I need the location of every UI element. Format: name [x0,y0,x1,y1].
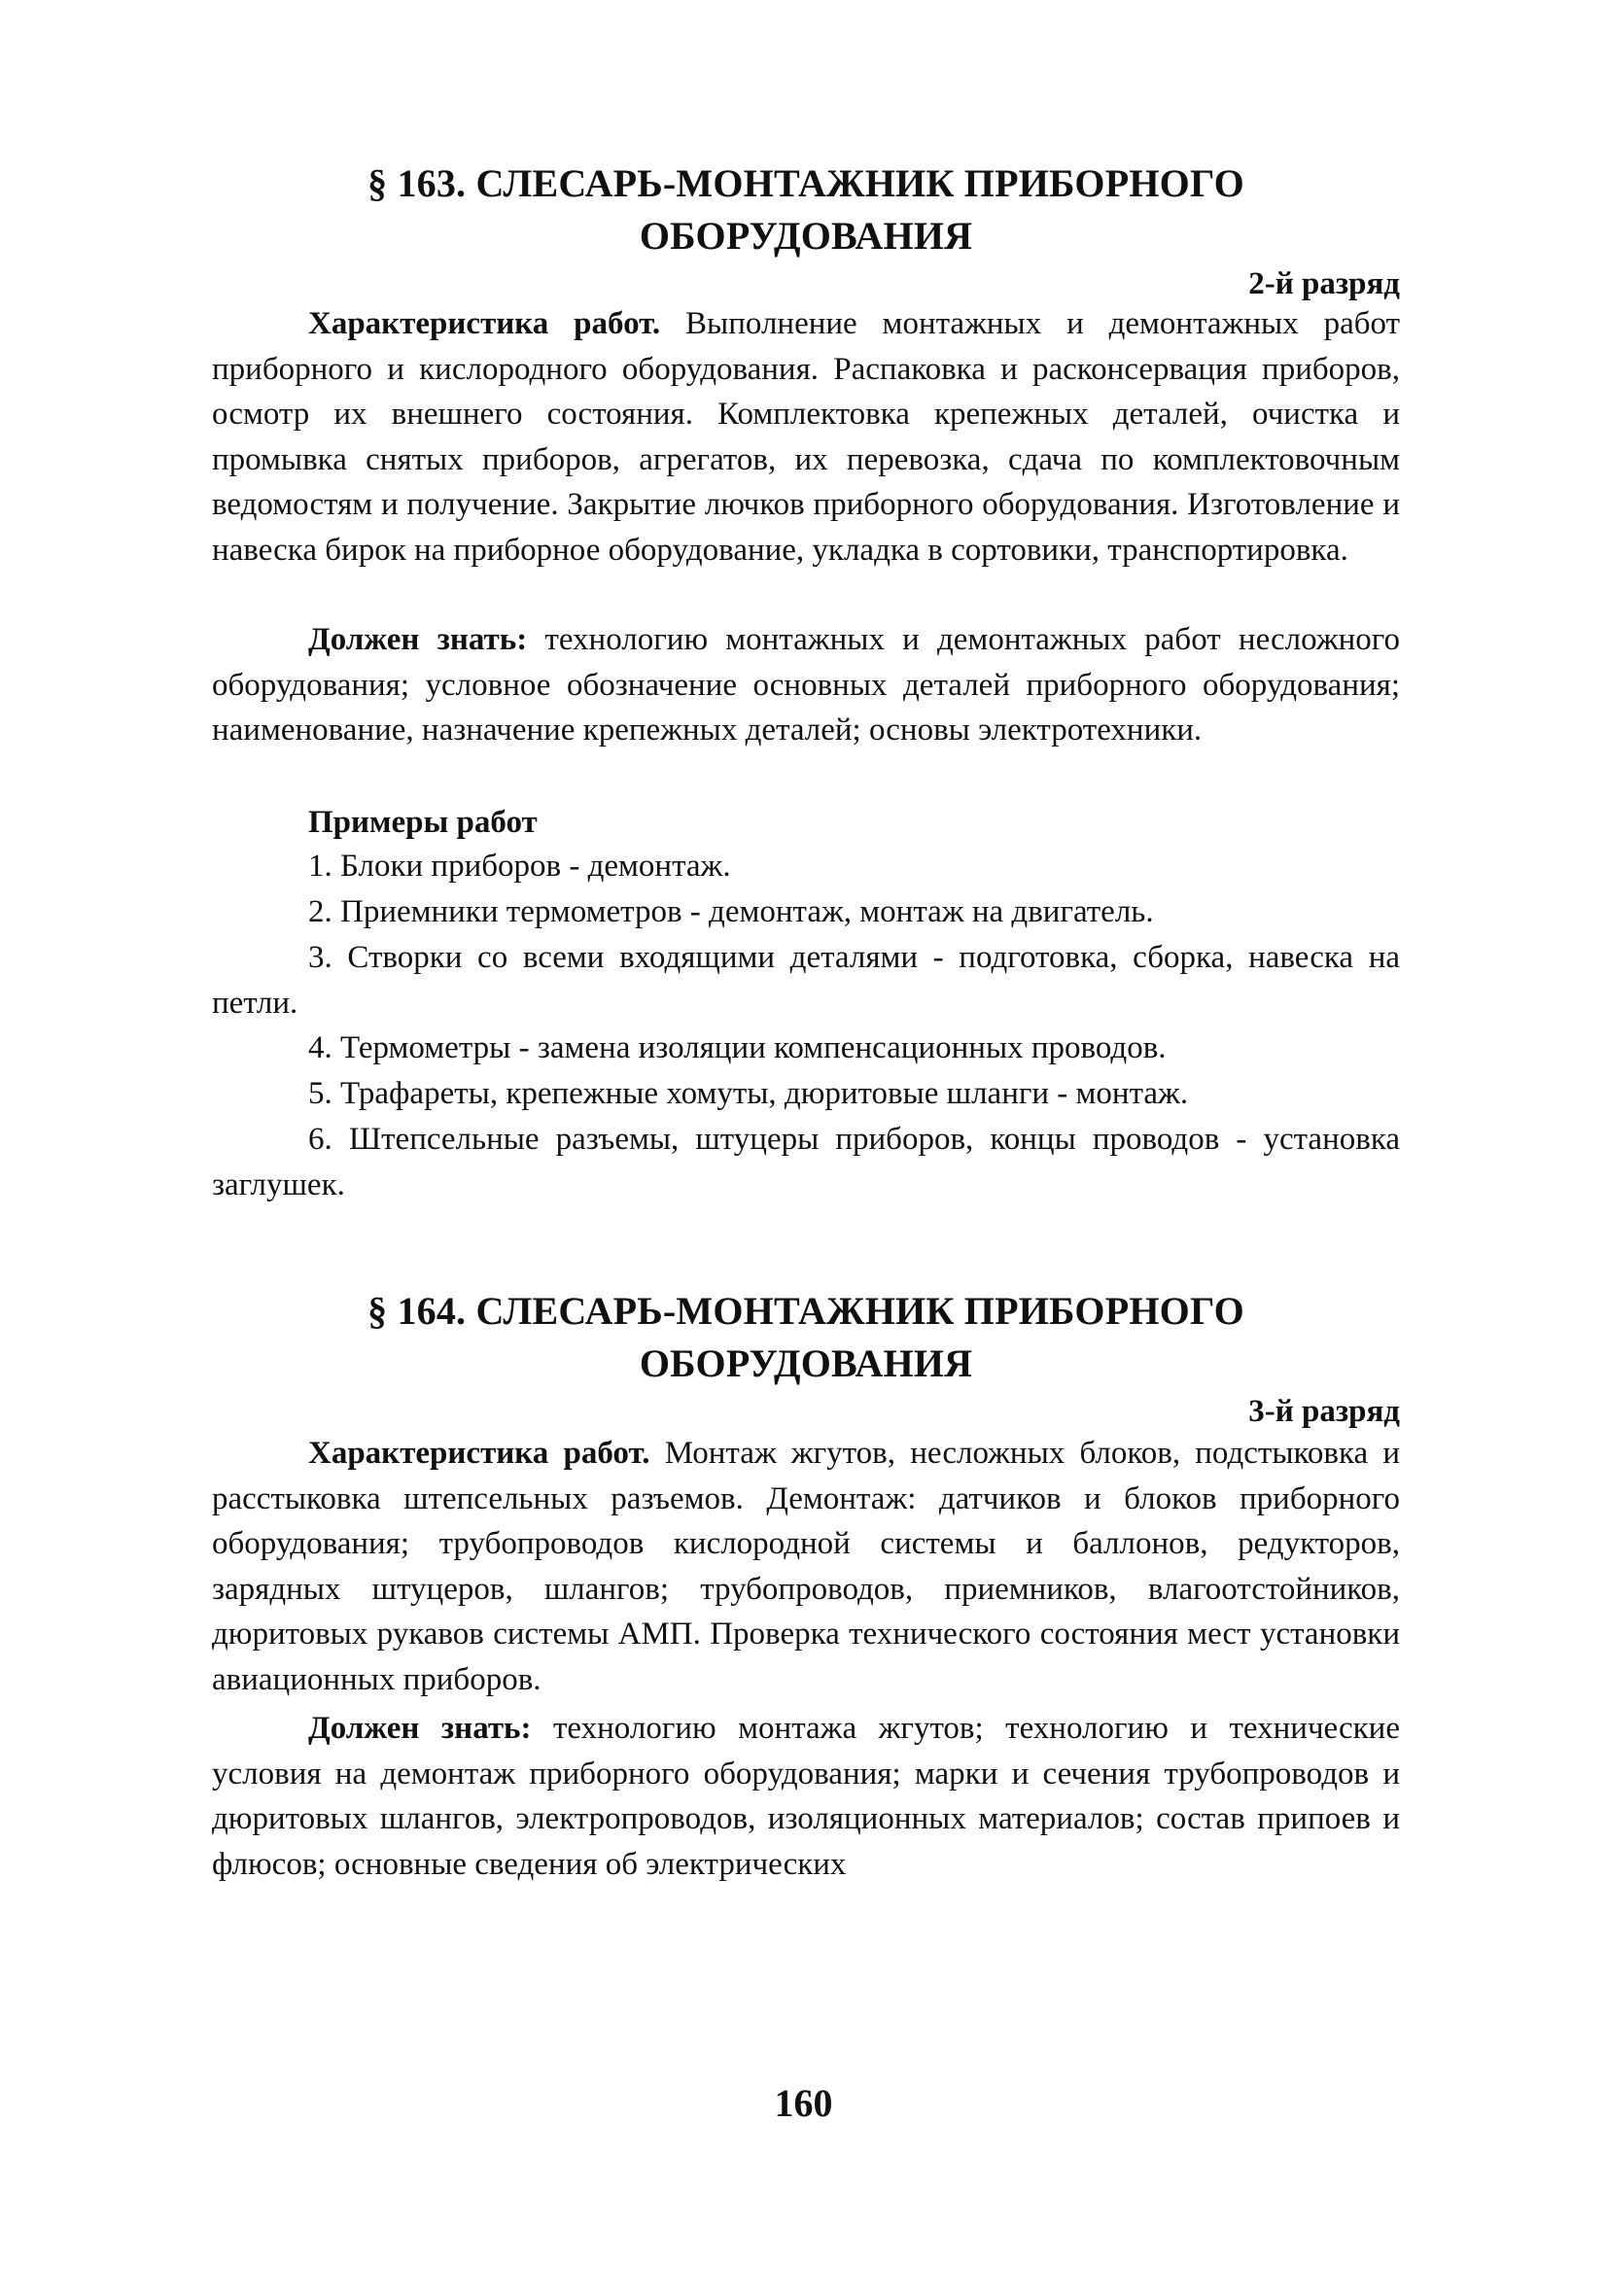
example-item: 2. Приемники термометров - демонтаж, монтаж на двигатель. [308,894,1154,929]
section-163-characteristics [212,301,1400,573]
characteristics-text: Выполнение монтажных и демонтажных работ приборного и кислородного оборудования. Распаковка и расконсервация приборов, осмотр их внешнего состояния. Комплектовка крепежных деталей, очистка и промывка снятых приборов, агрегатов, их перевозка, сдача по комплектовочным ведомостям и получение. Закрытие лючков приборного оборудования. Изготовление и навеска бирок на приборное оборудование, укладка в сортовики, транспортировка. [212,306,1400,568]
section-164-characteristics [212,1431,1400,1702]
characteristics-label: Характеристика работ. [308,1436,650,1471]
knowledge-label: Должен знать: [308,622,528,657]
characteristics-label: Характеристика работ. [308,306,661,341]
characteristics-text: Монтаж жгутов, несложных блоков, подстыковка и расстыковка штепсельных разъемов. Демонтаж: датчиков и блоков приборного оборудования; трубопроводов кислородной системы и баллонов, редукторов, зарядных штуцеров, шлангов; трубопроводов, приемников, влагоотстойников, дюритовых рукавов системы АМП. Проверка технического состояния мест установки авиационных приборов. [212,1436,1400,1697]
section-164-grade: 3-й разряд [1248,1394,1400,1429]
knowledge-text: технологию монтажных и демонтажных работ несложного оборудования; условное обозначение основных деталей приборного оборудования; наименование, назначение крепежных деталей; основы электротехники. [212,622,1400,748]
section-163-title-line1: § 163. СЛЕСАРЬ-МОНТАЖНИК ПРИБОРНОГО [367,161,1244,205]
section-164-title-line2: ОБОРУДОВАНИЯ [639,1341,973,1385]
example-item: 3. Створки со всеми входящими деталями - подготовка, сборка, навеска на петли. [212,940,1400,1021]
knowledge-text: технологию монтажа жгутов; технологию и технические условия на демонтаж приборного оборудования; марки и сечения трубопроводов и дюритовых шлангов, электропроводов, изоляционных материалов; состав припоев и флюсов; основные сведения об электрических [212,1711,1400,1882]
example-item: 1. Блоки приборов - демонтаж. [308,849,731,884]
knowledge-label: Должен знать: [308,1711,532,1746]
section-164-title-line1: § 164. СЛЕСАРЬ-МОНТАЖНИК ПРИБОРНОГО [367,1289,1244,1333]
section-163-grade: 2-й разряд [1248,266,1400,301]
example-item: 5. Трафареты, крепежные хомуты, дюритовые шланги - монтаж. [308,1076,1189,1111]
examples-heading: Примеры работ [308,805,538,840]
section-163-title-line2: ОБОРУДОВАНИЯ [639,214,973,258]
section-163-knowledge [212,617,1400,753]
example-item: 6. Штепсельные разъемы, штуцеры приборов, концы проводов - установка заглушек. [212,1122,1400,1202]
example-item: 4. Термометры - замена изоляции компенсационных проводов. [308,1030,1167,1065]
page-number: 160 [774,2081,833,2125]
section-164-knowledge [212,1706,1400,1887]
